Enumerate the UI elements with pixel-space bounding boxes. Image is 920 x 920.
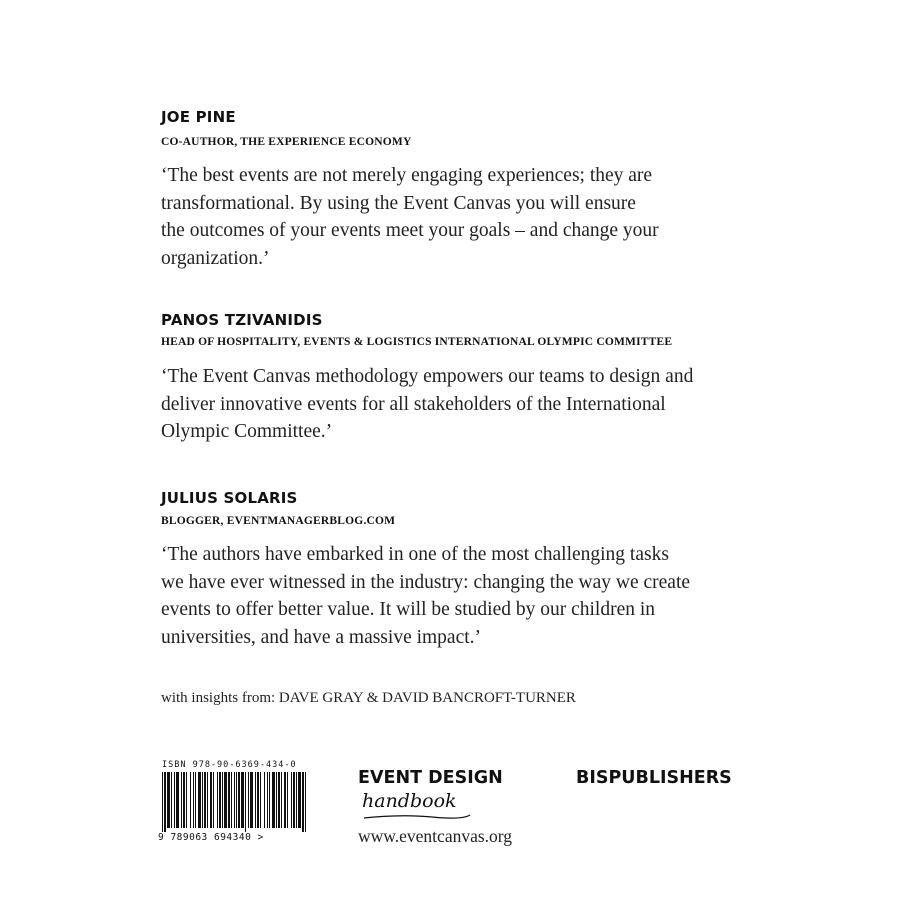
barcode-bar: [195, 772, 196, 828]
barcode-bar: [278, 772, 280, 828]
quote-line: Olympic Committee.’: [161, 421, 333, 442]
publisher-logo: BISPUBLISHERS: [576, 768, 732, 788]
barcode-bar: [190, 772, 191, 828]
script-underline-icon: [362, 812, 472, 822]
barcode-bar: [171, 772, 172, 828]
barcode-bar: [231, 772, 232, 828]
barcode-bar: [264, 772, 265, 828]
barcode-bar: [248, 772, 249, 828]
barcode-bar: [162, 772, 163, 832]
endorser-name: PANOS TZIVANIDIS: [161, 311, 323, 329]
quote-line: events to offer better value. It will be studied by our children in: [161, 599, 656, 620]
brand-title: EVENT DESIGN: [358, 768, 503, 788]
barcode-bar: [193, 772, 194, 828]
barcode-bar: [224, 772, 227, 828]
endorsement-quote: [161, 363, 781, 446]
quote-line: deliver innovative events for all stakeholders of the International: [161, 393, 666, 415]
barcode-bar: [293, 772, 295, 828]
barcode-bar: [296, 772, 297, 828]
barcode-bar: [241, 772, 244, 828]
quote-line: ‘The Event Canvas methodology empowers our teams to design and: [161, 366, 694, 387]
barcode-bar: [302, 772, 304, 832]
barcode-bar: [305, 772, 306, 832]
barcode-bar: [238, 772, 240, 828]
endorser-role: CO-AUTHOR, THE EXPERIENCE ECONOMY: [161, 136, 412, 148]
barcode-bar: [183, 772, 185, 828]
barcode-bar: [204, 772, 206, 828]
barcode-bar: [222, 772, 223, 828]
barcode-bar: [210, 772, 212, 828]
barcode-bar: [202, 772, 203, 828]
brand-url: www.eventcanvas.org: [358, 826, 513, 846]
quote-line: ‘The best events are not merely engaging experiences; they are: [161, 165, 653, 186]
isbn-barcode: [158, 760, 310, 852]
endorsement-quote: [161, 162, 781, 272]
quote-line: ‘The authors have embarked in one of the most challenging tasks: [161, 544, 669, 565]
barcode-bar: [245, 772, 246, 832]
barcode-bar: [213, 772, 214, 828]
barcode-bar: [186, 772, 187, 828]
barcode-bar: [287, 772, 288, 828]
barcode-bar: [198, 772, 201, 828]
insights-credit: with insights from: DAVE GRAY & DAVID BANCROFT-TURNER: [161, 690, 576, 706]
barcode-bar: [281, 772, 282, 828]
endorsement-quote: [161, 541, 781, 651]
barcode-bar: [255, 772, 256, 828]
barcode-bar: [276, 772, 277, 828]
barcode-bar: [236, 772, 237, 828]
endorser-name: JOE PINE: [161, 108, 236, 126]
barcode-bar: [207, 772, 208, 828]
brand-script: handbook: [362, 790, 457, 812]
quote-line: transformational. By using the Event Canvas you will ensure: [161, 192, 636, 214]
barcode-bar: [267, 772, 268, 828]
barcode-bar: [174, 772, 175, 828]
endorser-name: JULIUS SOLARIS: [161, 489, 298, 507]
quote-line: universities, and have a massive impact.’: [161, 626, 482, 648]
barcode-bar: [291, 772, 292, 828]
barcode-bar: [167, 772, 170, 828]
barcode-bar: [298, 772, 301, 828]
barcode-bar: [257, 772, 259, 828]
barcode-bar: [272, 772, 275, 828]
barcode-bar: [284, 772, 286, 828]
barcode-digits: 9 789063 694340 >: [158, 832, 264, 843]
barcode-bar: [260, 772, 261, 828]
quote-line: organization.’: [161, 247, 270, 269]
barcode-bar: [176, 772, 179, 828]
quote-line: the outcomes of your events meet your goals – and change your: [161, 220, 659, 241]
barcode-bar: [217, 772, 218, 828]
barcode-bar: [234, 772, 235, 828]
barcode-bar: [181, 772, 182, 828]
barcode-bar: [250, 772, 253, 828]
barcode-bar: [228, 772, 230, 828]
barcode-icon: [162, 772, 306, 832]
isbn-label: ISBN 978-90-6369-434-0: [162, 760, 297, 770]
barcode-bar: [219, 772, 221, 828]
barcode-bar: [164, 772, 166, 832]
endorser-role: BLOGGER, EVENTMANAGERBLOG.COM: [161, 515, 396, 527]
barcode-bar: [269, 772, 270, 828]
endorser-role: HEAD OF HOSPITALITY, EVENTS & LOGISTICS INTERNATIONAL OLYMPIC COMMITTEE: [161, 336, 673, 348]
quote-line: we have ever witnessed in the industry: changing the way we create: [161, 571, 691, 593]
